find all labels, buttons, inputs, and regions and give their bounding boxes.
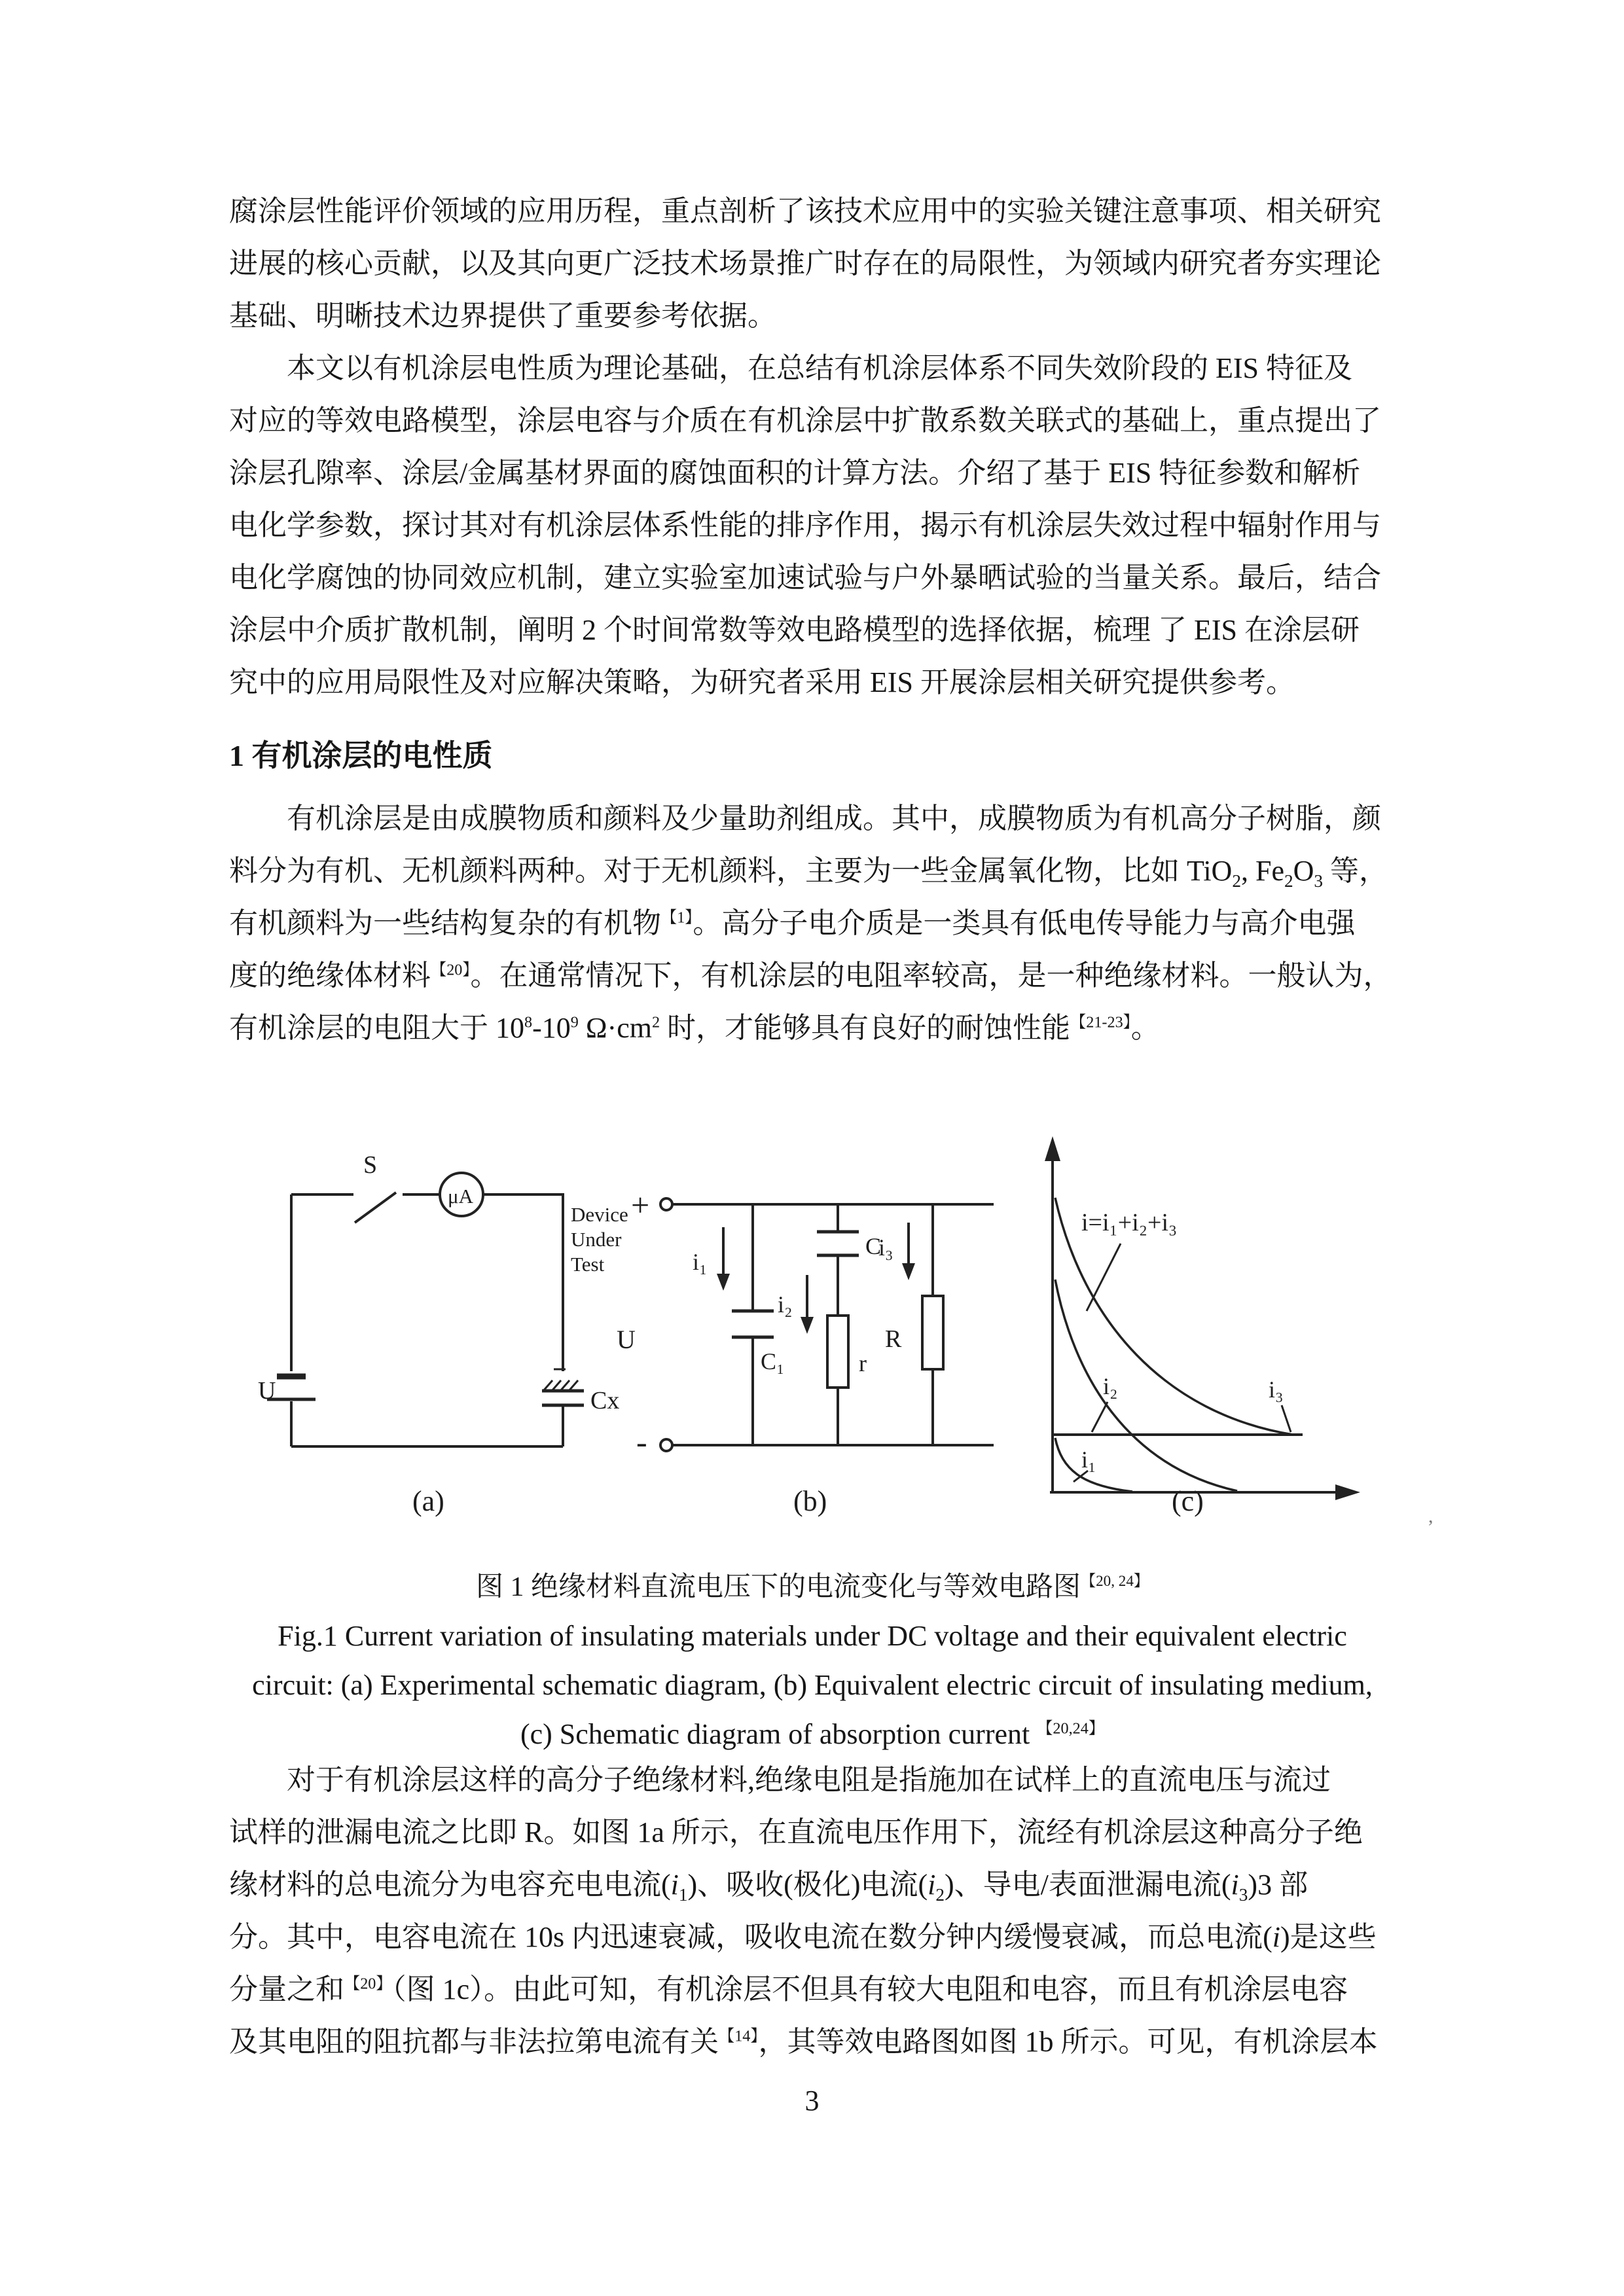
switch-label: S (363, 1151, 378, 1179)
sublabel-b: (b) (793, 1485, 827, 1517)
figure-caption-en-line3: (c) Schematic diagram of absorption current $^{【20,24】}$ (520, 1718, 1105, 1750)
i3-pointer (1282, 1405, 1291, 1432)
chart-i2-label: i₂ (1103, 1373, 1118, 1399)
voltage-label-a: U (258, 1377, 276, 1405)
plus-terminal (660, 1198, 672, 1210)
i2-arrowhead (801, 1317, 814, 1334)
paragraph-2 (229, 342, 1396, 709)
body-line: 对于有机涂层这样的高分子绝缘材料,绝缘电阻是指施加在试样上的直流电压与流过 (287, 1764, 1331, 1796)
paragraph-3 (229, 793, 1396, 1054)
body-line: 电化学腐蚀的协同效应机制，建立实验室加速试验与户外暴晒试验的当量关系。最后，结合 (229, 562, 1381, 594)
chart-c (1045, 1136, 1360, 1500)
minus-label: - (636, 1424, 647, 1460)
minus-terminal (660, 1439, 672, 1451)
sublabel-c: (c) (1172, 1485, 1204, 1517)
body-line: 进展的核心贡献，以及其向更广泛技术场景推广时存在的局限性，为领域内研究者夯实理论 (229, 247, 1381, 279)
figure-caption-en (229, 1611, 1396, 1759)
body-line: 腐涂层性能评价领域的应用历程，重点剖析了该技术应用中的实验关键注意事项、相关研究 (229, 195, 1381, 227)
body-line: 缘材料的总电流分为电容充电电流$(i_1)$、吸收(极化)电流$(i_2)$、导电/表面泄漏电流$(i_3)3$ 部 (229, 1869, 1308, 1905)
total-current-label: i=i₁+i₂+i₃ (1081, 1209, 1178, 1236)
i1-arrowhead (717, 1274, 730, 1291)
scan-artifact-mark: , (1428, 1505, 1434, 1527)
figure-1 (255, 1113, 1381, 1545)
c1-label: C₁ (761, 1348, 785, 1374)
figure-caption-cn: 图 1 绝缘材料直流电压下的电流变化与等效电路图$^{【20, 24】}$ (476, 1572, 1149, 1602)
circuit-b-wires (672, 1204, 994, 1445)
i3-arrowhead (902, 1263, 915, 1280)
body-line: 分。其中，电容电流在 10s 内迅速衰减，吸收电流在数分钟内缓慢衰减，而总电流(i)是这些 (229, 1921, 1377, 1953)
resistor-r (827, 1316, 848, 1388)
y-axis-arrowhead (1045, 1136, 1060, 1161)
paragraph-4 (229, 1754, 1396, 2068)
device-under-test-line1: Device (571, 1203, 628, 1226)
resistor-R (922, 1296, 943, 1369)
figure-caption-en-line2: circuit: (a) Experimental schematic diagram, (b) Equivalent electric circuit of insulating medium, (252, 1669, 1373, 1701)
r-label: r (859, 1350, 867, 1376)
i3-label: i₃ (878, 1234, 893, 1261)
circuit-a (267, 1173, 584, 1446)
body-line: 有机涂层是由成膜物质和颜料及少量助剂组成。其中，成膜物质为有机高分子树脂，颜 (287, 802, 1381, 834)
chart-i1-label: i₁ (1081, 1446, 1096, 1473)
body-line: 及其电阻的阻抗都与非法拉第电流有关$^{【14】}$，其等效电路图如图 1b 所示。可见，有机涂层本 (229, 2026, 1378, 2058)
cx-label: Cx (590, 1387, 620, 1414)
body-line: 度的绝缘体材料$^{【20】}$。在通常情况下，有机涂层的电阻率较高，是一种绝缘材料。一般认为， (229, 960, 1392, 992)
i2-label: i₂ (778, 1291, 793, 1318)
body-line: 本文以有机涂层电性质为理论基础，在总结有机涂层体系不同失效阶段的 EIS 特征及 (287, 352, 1352, 384)
paragraph-1 (229, 185, 1396, 342)
total-pointer (1087, 1244, 1121, 1311)
i1-label: i₁ (693, 1249, 708, 1275)
body-line: 电化学参数，探讨其对有机涂层体系性能的排序作用，揭示有机涂层失效过程中辐射作用与 (229, 509, 1381, 541)
switch-blade (355, 1193, 396, 1223)
body-line: 试样的泄漏电流之比即 R。如图 1a 所示，在直流电压作用下，流经有机涂层这种高分子绝 (229, 1816, 1363, 1848)
device-under-test-line2: Under (571, 1228, 622, 1251)
chart-i3-label: i₃ (1269, 1376, 1284, 1403)
x-axis-arrowhead (1335, 1484, 1360, 1500)
plus-label: + (631, 1187, 650, 1223)
ammeter-label: μA (448, 1185, 474, 1208)
body-line: 究中的应用局限性及对应解决策略，为研究者采用 EIS 开展涂层相关研究提供参考。 (229, 666, 1295, 698)
text-column (229, 185, 1396, 1054)
c-label: C (865, 1233, 882, 1259)
body-line: 基础、明晰技术边界提供了重要参考依据。 (229, 300, 776, 332)
body-line: 料分为有机、无机颜料两种。对于无机颜料，主要为一些金属氧化物，比如 TiO$_2$, $Fe_2O_3$ 等， (229, 855, 1388, 891)
i2-pointer (1092, 1402, 1108, 1432)
circuit-b (660, 1198, 994, 1451)
sublabel-a: (a) (412, 1485, 444, 1517)
body-line: 对应的等效电路模型，涂层电容与介质在有机涂层中扩散系数关联式的基础上，重点提出了 (229, 404, 1381, 437)
voltage-label-b: U (617, 1325, 636, 1354)
body-line: 涂层中介质扩散机制，阐明 2 个时间常数等效电路模型的选择依据，梳理 了 EIS 在涂层研 (229, 614, 1360, 646)
figure-caption-en-line1: Fig.1 Current variation of insulating materials under DC voltage and their equivalent electric (278, 1620, 1347, 1652)
page-number: 3 (804, 2085, 820, 2117)
figure-1-svg (255, 1113, 1381, 1545)
body-line: 有机涂层的电阻大于 $10^8-10^9$ $\Omega\cdot cm^2$ 时，才能够具有良好的耐蚀性能$^{【21-23】}$。 (229, 1012, 1160, 1044)
section-heading: 1 有机涂层的电性质 (229, 739, 493, 772)
body-line: 有机颜料为一些结构复杂的有机物$^{【1】}$。高分子电介质是一类具有低电传导能力与高介电强 (229, 907, 1356, 939)
circuit-a-wires (291, 1194, 563, 1446)
device-under-test-line3: Test (571, 1253, 605, 1276)
R-label: R (885, 1325, 902, 1353)
body-line: 分量之和$^{【20】}$（图 1c）。由此可知，有机涂层不但具有较大电阻和电容，而且有机涂层电容 (229, 1973, 1348, 2005)
body-line: 涂层孔隙率、涂层/金属基材界面的腐蚀面积的计算方法。介绍了基于 EIS 特征参数和解析 (229, 457, 1361, 489)
